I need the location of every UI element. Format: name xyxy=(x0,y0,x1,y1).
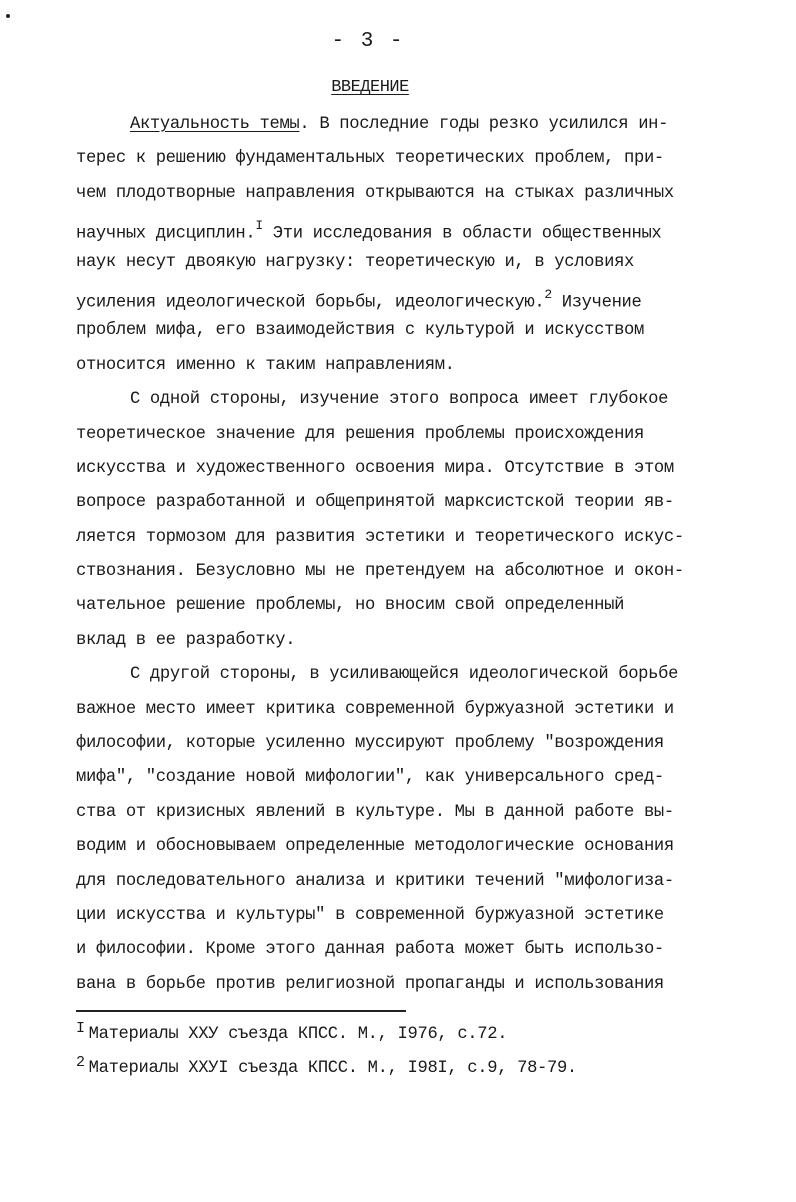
text-line: искусства и художественного освоения мира. Отсутствие в этом xyxy=(76,458,674,478)
footnote-ref-2: 2 xyxy=(544,286,552,302)
footnote-text: Материалы ХХУ съезда КПСС. М., I976, с.72. xyxy=(88,1025,508,1044)
text-line: Актуальность темы. В последние годы резко усилился ин- xyxy=(130,115,669,134)
margin-dot xyxy=(6,14,10,18)
text-line: и философии. Кроме этого данная работа может быть использо- xyxy=(76,940,664,960)
footnote-mark: 2 xyxy=(76,1054,85,1071)
text-line: проблем мифа, его взаимодействия с культурой и искусством xyxy=(76,321,644,341)
section-heading: ВВЕДЕНИЕ xyxy=(331,78,409,97)
text-line: чательное решение проблемы, но вносим свой определенный xyxy=(76,596,625,616)
text-line: вопросе разработанной и общепринятой марксистской теории яв- xyxy=(76,493,674,513)
text-line: относится именно к таким направлениям. xyxy=(76,355,455,375)
text-line: чем плодотворные направления открываются на стыках различных xyxy=(76,183,674,203)
text-line: С другой стороны, в усиливающейся идеологической борьбе xyxy=(130,665,679,685)
text-line: ства от кризисных явлений в культуре. Мы в данной работе вы- xyxy=(76,802,674,822)
text-line: ствознания. Безусловно мы не претендуем на абсолютное и окон- xyxy=(76,562,684,582)
footnote-ref-1: I xyxy=(255,218,263,234)
text-line: вана в борьбе против религиозной пропаганды и использования xyxy=(76,974,664,994)
text-line: водим и обосновываем определенные методологические основания xyxy=(76,837,674,857)
body-text xyxy=(76,108,716,1002)
footnotes xyxy=(76,1018,716,1086)
text-line: наук несут двоякую нагрузку: теоретическую и, в условиях xyxy=(76,252,634,272)
footnote-separator xyxy=(76,1010,406,1012)
text-line: вклад в ее разработку. xyxy=(76,630,296,650)
text-line: теоретическое значение для решения проблемы происхождения xyxy=(76,424,644,444)
text-line: для последовательного анализа и критики течений "мифологиза- xyxy=(76,871,674,891)
footnote-1 xyxy=(76,1018,716,1052)
text-line: философии, которые усиленно муссируют проблему "возрождения xyxy=(76,734,664,754)
relevance-term: Актуальность темы xyxy=(130,115,300,134)
footnote-mark: I xyxy=(76,1020,85,1037)
text-line: важное место имеет критика современной буржуазной эстетики и xyxy=(76,699,674,719)
text-line: ции искусства и культуры" в современной буржуазной эстетике xyxy=(76,905,664,925)
paragraph-ideological xyxy=(76,658,716,1002)
paragraph-relevance xyxy=(76,108,716,383)
page-number: - 3 - xyxy=(331,30,405,53)
text-line: С одной стороны, изучение этого вопроса имеет глубокое xyxy=(130,390,669,410)
text-line: ляется тормозом для развития эстетики и теоретического искус- xyxy=(76,527,684,547)
paragraph-theoretical xyxy=(76,383,716,658)
footnote-text: Материалы ХХУI съезда КПСС. М., I98I, с.9, 78-79. xyxy=(88,1059,577,1078)
text-line: терес к решению фундаментальных теоретических проблем, при- xyxy=(76,149,664,169)
text-line: мифа", "создание новой мифологии", как универсального сред- xyxy=(76,768,664,788)
text-line: научных дисциплин.$^I$ Эти исследования в области общественных xyxy=(76,218,662,244)
footnote-2 xyxy=(76,1052,716,1086)
text-line: усиления идеологической борьбы, идеологическую.$^2$ Изучение xyxy=(76,286,642,313)
